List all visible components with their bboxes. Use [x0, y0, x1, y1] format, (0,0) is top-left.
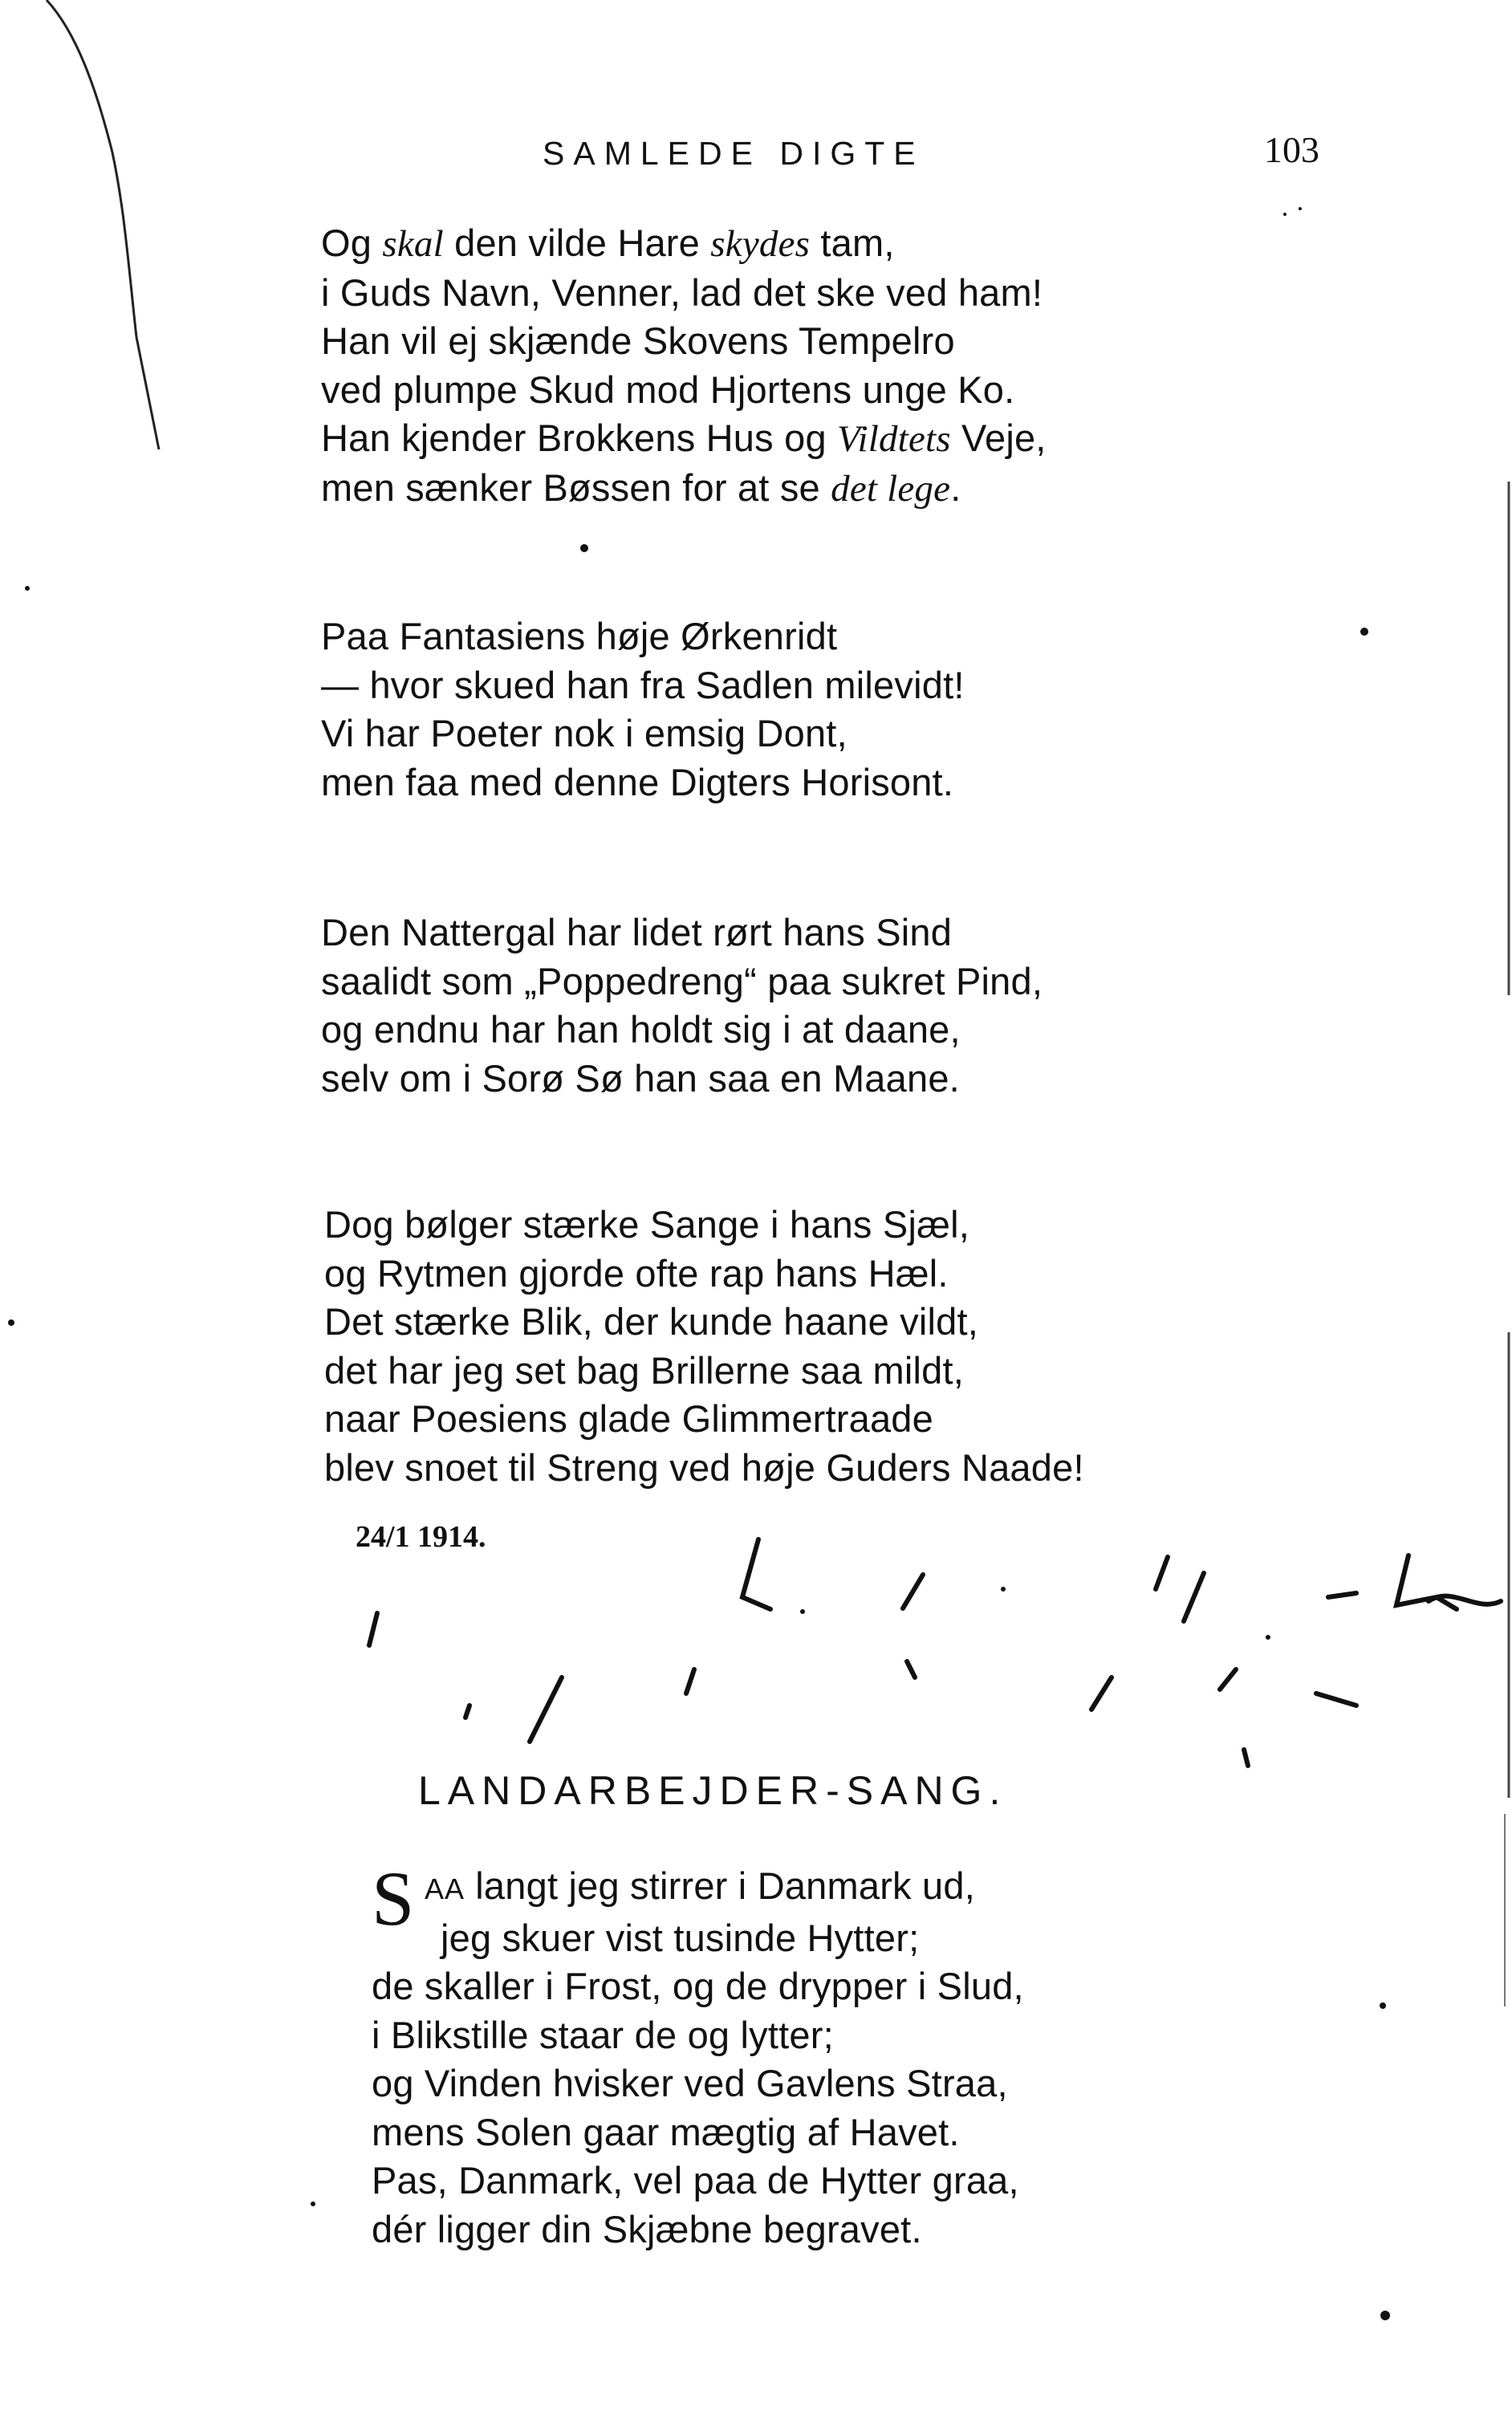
verse-line: Og skal den vilde Hare skydes tam,: [321, 222, 895, 265]
verse-line: i Guds Navn, Venner, lad det ske ved ham!: [321, 270, 1043, 314]
verse-line: saalidt som „Poppedreng“ paa sukret Pind,: [321, 959, 1043, 1002]
poem-title: LANDARBEJDER-SANG.: [418, 1768, 1008, 1813]
verse-line: men sænker Bøssen for at se det lege.: [321, 465, 961, 510]
verse-line: ved plumpe Skud mod Hjortens unge Ko.: [321, 368, 1015, 411]
verse-line: dér ligger din Skjæbne begravet.: [372, 2207, 922, 2250]
verse-line: Pas, Danmark, vel paa de Hytter graa,: [372, 2159, 1019, 2201]
stanza-4: [324, 1201, 1084, 1492]
verse-line: det har jeg set bag Brillerne saa mildt,: [324, 1348, 964, 1392]
stanza-1: [321, 219, 1047, 513]
verse-line: blev snoet til Streng ved høje Guders Naade!: [324, 1445, 1084, 1489]
verse-line-first: S AA langt jeg stirrer i Danmark ud,: [372, 1856, 975, 1941]
verse-line: Den Nattergal har lidet rørt hans Sind: [321, 911, 953, 953]
verse-line: Dog bølger stærke Sange i hans Sjæl,: [324, 1203, 969, 1246]
verse-line: men faa med denne Digters Horisont.: [321, 760, 954, 803]
drop-cap: S: [372, 1856, 415, 1941]
verse-line: og Vinden hvisker ved Gavlens Straa,: [372, 2062, 1008, 2104]
small-caps-text: AA: [425, 1872, 465, 1905]
poem-date: 24/1 1914.: [356, 1520, 486, 1554]
verse-line: naar Poesiens glade Glimmertraade: [324, 1397, 933, 1440]
verse-line: — hvor skued han fra Sadlen milevidt!: [321, 663, 965, 706]
verse-line: Han vil ej skjænde Skovens Tempelro: [321, 319, 955, 362]
verse-line: selv om i Sorø Sø han saa en Maane.: [321, 1056, 960, 1100]
verse-line: jeg skuer vist tusinde Hytter;: [441, 1916, 920, 1959]
stanza-2: [321, 612, 965, 807]
verse-line: Vi har Poeter nok i emsig Dont,: [321, 712, 847, 754]
handwriting-scribble: [369, 1539, 1501, 1766]
verse-line: Han kjender Brokkens Hus og Vildtets Veje,: [321, 417, 1047, 460]
verse-line: i Blikstille staar de og lytter;: [372, 2013, 834, 2056]
stanza-3: [321, 909, 1043, 1103]
stanza-5: [372, 1856, 1024, 2254]
verse-line: Det stærke Blik, der kunde haane vildt,: [324, 1300, 979, 1343]
verse-line: og endnu har han holdt sig i at daane,: [321, 1008, 961, 1051]
verse-line: og Rytmen gjorde ofte rap hans Hæl.: [324, 1251, 949, 1295]
verse-line: de skaller i Frost, og de drypper i Slud,: [372, 1965, 1024, 2007]
running-title: SAMLEDE DIGTE: [543, 135, 925, 172]
page-number: 103: [1264, 129, 1319, 170]
verse-line: Paa Fantasiens høje Ørkenridt: [321, 615, 838, 657]
verse-line: mens Solen gaar mægtig af Havet.: [372, 2110, 960, 2153]
